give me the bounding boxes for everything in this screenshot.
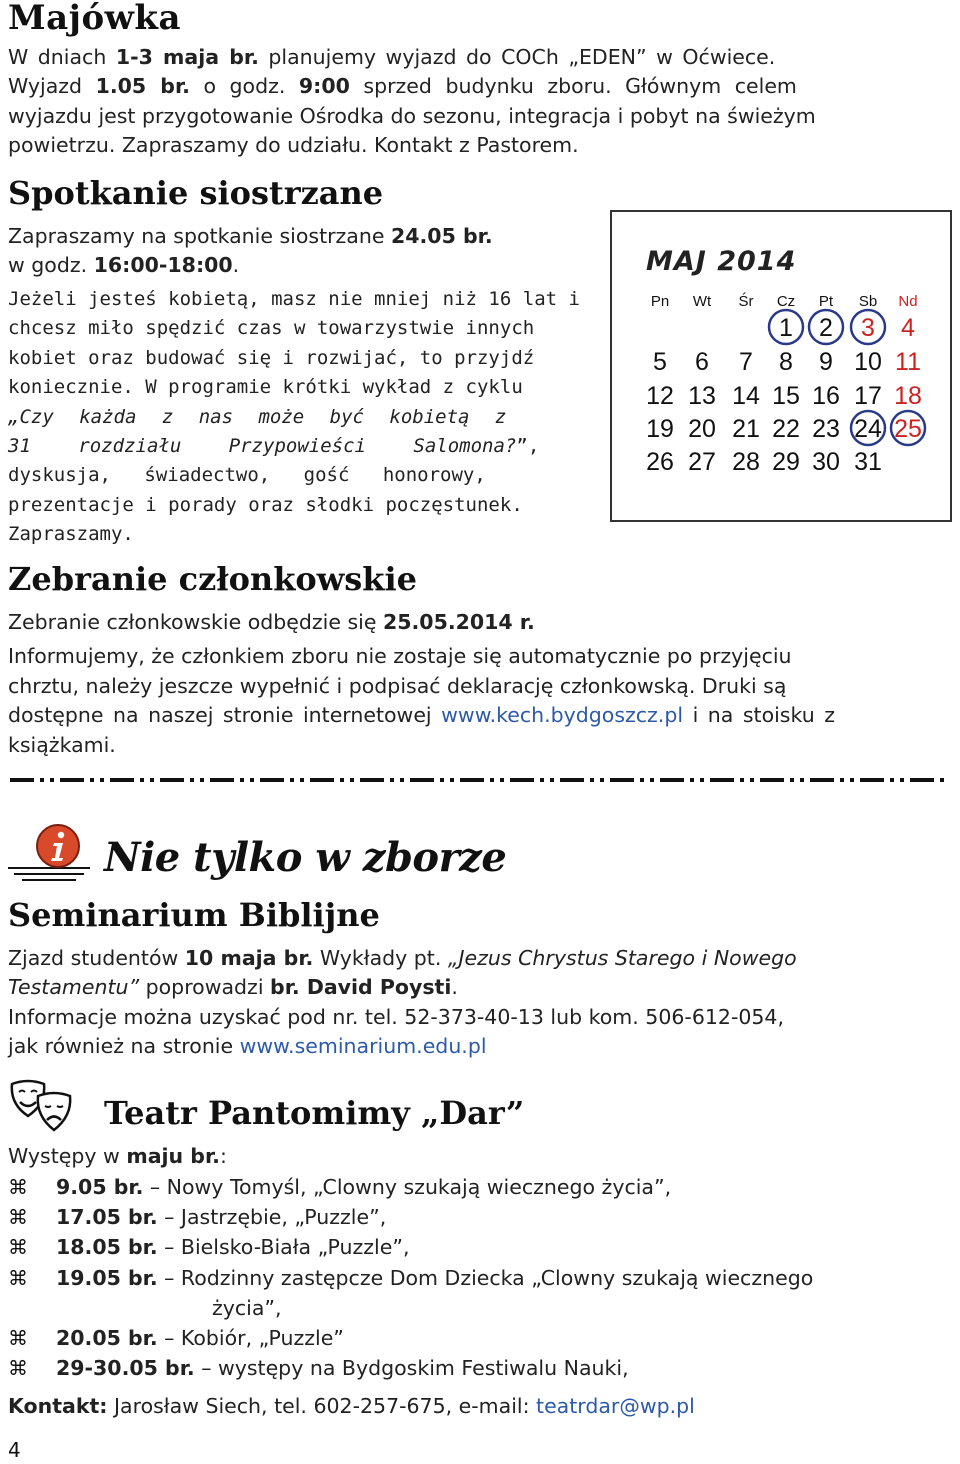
page-number: 4 xyxy=(8,1438,21,1462)
siostrzane-intro xyxy=(8,222,598,281)
performance-desc: – występy na Bydgoskim Festiwalu Nauki, xyxy=(194,1356,629,1380)
day-number: 31 xyxy=(854,448,882,476)
section-divider xyxy=(10,776,946,784)
performance-desc: – Nowy Tomyśl, „Clowny szukają wiecznego życia”, xyxy=(143,1175,672,1199)
zebranie-line-5: książkami. xyxy=(8,732,116,757)
siostrzane-p4: koniecznie. W programie krótki wykład z cyklu xyxy=(8,376,523,399)
majowka-line-1: W dniach 1-3 maja br. planujemy wyjazd do COCh „EDEN” w Oćwiece. xyxy=(8,45,776,69)
majowka-heading: Majówka xyxy=(8,0,182,38)
calendar-title: MAJ 2014 xyxy=(646,246,797,277)
performance-desc: – Rodzinny zastępcze Dom Dziecka „Clowny szukają wiecznego xyxy=(157,1266,814,1290)
siostrzane-line-1: Zapraszamy na spotkanie siostrzane 24.05 br. xyxy=(8,224,493,248)
siostrzane-p6: 31 rozdziału Przypowieści Salomona?”, xyxy=(8,435,540,458)
bullet-icon: ⌘ xyxy=(8,1326,28,1350)
zebranie-line-1: Zebranie członkowskie odbędzie się 25.05.2014 r. xyxy=(8,610,535,634)
performance-date: 9.05 br. xyxy=(56,1175,144,1199)
siostrzane-p2: chcesz miło spędzić czas w towarzystwie innych xyxy=(8,317,535,340)
majowka-line-2: Wyjazd 1.05 br. o godz. 9:00 sprzed budynku zboru. Głównym celem xyxy=(8,74,797,99)
majowka-line-3: wyjazdu jest przygotowanie Ośrodka do sezonu, integracja i pobyt na świeżym xyxy=(8,103,816,128)
zebranie-line-3: chrztu, należy jeszcze wypełnić i podpisać deklarację członkowską. Druki są xyxy=(8,673,787,698)
bullet-icon: ⌘ xyxy=(8,1235,28,1259)
day-number: 20 xyxy=(688,415,716,443)
performance-desc: – Jastrzębie, „Puzzle”, xyxy=(157,1205,387,1229)
day-number: 13 xyxy=(688,382,716,410)
performance-date: 19.05 br. xyxy=(56,1266,158,1290)
day-number: 29 xyxy=(772,448,800,476)
day-number: 19 xyxy=(646,415,674,443)
performance-desc: – Kobiór, „Puzzle” xyxy=(157,1326,344,1350)
seminarium-link[interactable]: www.seminarium.edu.pl xyxy=(239,1034,487,1059)
siostrzane-p1: Jeżeli jesteś kobietą, masz nie mniej niż 16 lat i xyxy=(8,288,580,310)
day-number: 2 xyxy=(819,314,833,342)
kech-link[interactable]: www.kech.bydgoszcz.pl xyxy=(441,703,684,728)
performance-item xyxy=(56,1203,956,1232)
day-number: 6 xyxy=(695,348,709,376)
info-icon xyxy=(6,822,92,882)
calendar-grid xyxy=(612,212,950,520)
siostrzane-p3: kobiet oraz budować się i rozwijać, to przyjdź xyxy=(8,346,535,369)
seminarium-heading: Seminarium Biblijne xyxy=(8,896,380,934)
weekday-label: Cz xyxy=(776,293,796,310)
weekday-label: Pt xyxy=(818,293,834,310)
bullet-icon: ⌘ xyxy=(8,1205,28,1229)
bullet-icon: ⌘ xyxy=(8,1266,28,1290)
day-number: 21 xyxy=(732,415,760,443)
majowka-line-4: powietrzu. Zapraszamy do udziału. Kontakt z Pastorem. xyxy=(8,133,579,158)
seminarium-line-3: Informacje można uzyskać pod nr. tel. 52-373-40-13 lub kom. 506-612-054, xyxy=(8,1004,784,1029)
day-number: 25 xyxy=(894,415,922,443)
day-number: 10 xyxy=(854,348,882,376)
seminarium-line-4: jak również na stronie www.seminarium.edu.pl xyxy=(8,1034,487,1059)
day-number: 24 xyxy=(854,415,882,443)
siostrzane-p7: dyskusja, świadectwo, gość honorowy, xyxy=(8,464,486,487)
performance-item xyxy=(56,1354,956,1383)
seminarium-line-2: Testamentu” poprowadzi br. David Poysti. xyxy=(8,975,458,1000)
weekday-label: Nd xyxy=(898,293,918,310)
siostrzane-line-2: w godz. 16:00-18:00. xyxy=(8,253,240,278)
performance-date: 17.05 br. xyxy=(56,1205,158,1229)
seminarium-text xyxy=(8,944,954,1062)
day-number: 22 xyxy=(772,415,800,443)
siostrzane-p5: „Czy każda z nas może być kobietą z xyxy=(8,405,507,428)
weekday-label: Sb xyxy=(858,293,878,310)
weekday-label: Wt xyxy=(692,293,712,310)
performance-desc-cont: życia”, xyxy=(212,1296,282,1320)
siostrzane-p8: prezentacje i porady oraz słodki poczęstunek. xyxy=(8,493,523,516)
performance-date: 18.05 br. xyxy=(56,1235,158,1259)
teatr-contact: Kontakt: Jarosław Siech, tel. 602-257-675, e-mail: teatrdar@wp.pl xyxy=(8,1394,695,1418)
zebranie-line-4: dostępne na naszej stronie internetowej www.kech.bydgoszcz.pl i na stoisku z xyxy=(8,703,835,728)
teatr-heading: Teatr Pantomimy „Dar” xyxy=(104,1094,525,1132)
day-number: 11 xyxy=(895,348,921,376)
zebranie-heading: Zebranie członkowskie xyxy=(8,560,417,598)
day-number: 3 xyxy=(861,314,875,342)
day-number: 27 xyxy=(688,448,716,476)
zebranie-text xyxy=(8,608,954,760)
performance-item xyxy=(56,1173,956,1202)
day-number: 15 xyxy=(772,382,800,410)
zebranie-line-2: Informujemy, że członkiem zboru nie zostaje się automatycznie po przyjęciu xyxy=(8,644,792,669)
day-number: 5 xyxy=(653,348,667,376)
performance-item xyxy=(56,1233,956,1262)
day-number: 7 xyxy=(739,348,753,376)
day-number: 26 xyxy=(646,448,674,476)
nie-tylko-title: Nie tylko w zborze xyxy=(104,834,507,881)
weekday-label: Śr xyxy=(738,293,754,310)
seminarium-line-1: Zjazd studentów 10 maja br. Wykłady pt. „Jezus Chrystus Starego i Nowego xyxy=(8,946,797,970)
majowka-text xyxy=(8,43,954,161)
day-number: 4 xyxy=(901,314,915,342)
day-number: 18 xyxy=(894,382,922,410)
day-number: 9 xyxy=(819,348,833,376)
performance-desc: – Bielsko-Biała „Puzzle”, xyxy=(157,1235,410,1259)
performance-item xyxy=(56,1324,956,1353)
day-number: 12 xyxy=(646,382,674,410)
day-number: 1 xyxy=(779,314,793,342)
day-number: 14 xyxy=(732,382,760,410)
day-number: 30 xyxy=(812,448,840,476)
weekday-label: Pn xyxy=(650,293,670,310)
performance-date: 20.05 br. xyxy=(56,1326,158,1350)
performance-date: 29-30.05 br. xyxy=(56,1356,195,1380)
day-number: 16 xyxy=(812,382,840,410)
calendar-may-2014 xyxy=(610,210,952,522)
bullet-icon: ⌘ xyxy=(8,1175,28,1199)
teatr-email-link[interactable]: teatrdar@wp.pl xyxy=(536,1394,695,1418)
siostrzane-heading: Spotkanie siostrzane xyxy=(8,174,384,212)
bullet-icon: ⌘ xyxy=(8,1356,28,1380)
day-number: 8 xyxy=(779,348,793,376)
siostrzane-body xyxy=(8,285,584,550)
performance-item xyxy=(56,1264,954,1293)
day-number: 28 xyxy=(732,448,760,476)
day-number: 23 xyxy=(812,415,840,443)
day-number: 17 xyxy=(854,382,882,410)
theater-masks-icon xyxy=(8,1078,74,1134)
teatr-intro: Występy w maju br.: xyxy=(8,1144,227,1168)
siostrzane-p9: Zapraszamy. xyxy=(8,523,134,546)
